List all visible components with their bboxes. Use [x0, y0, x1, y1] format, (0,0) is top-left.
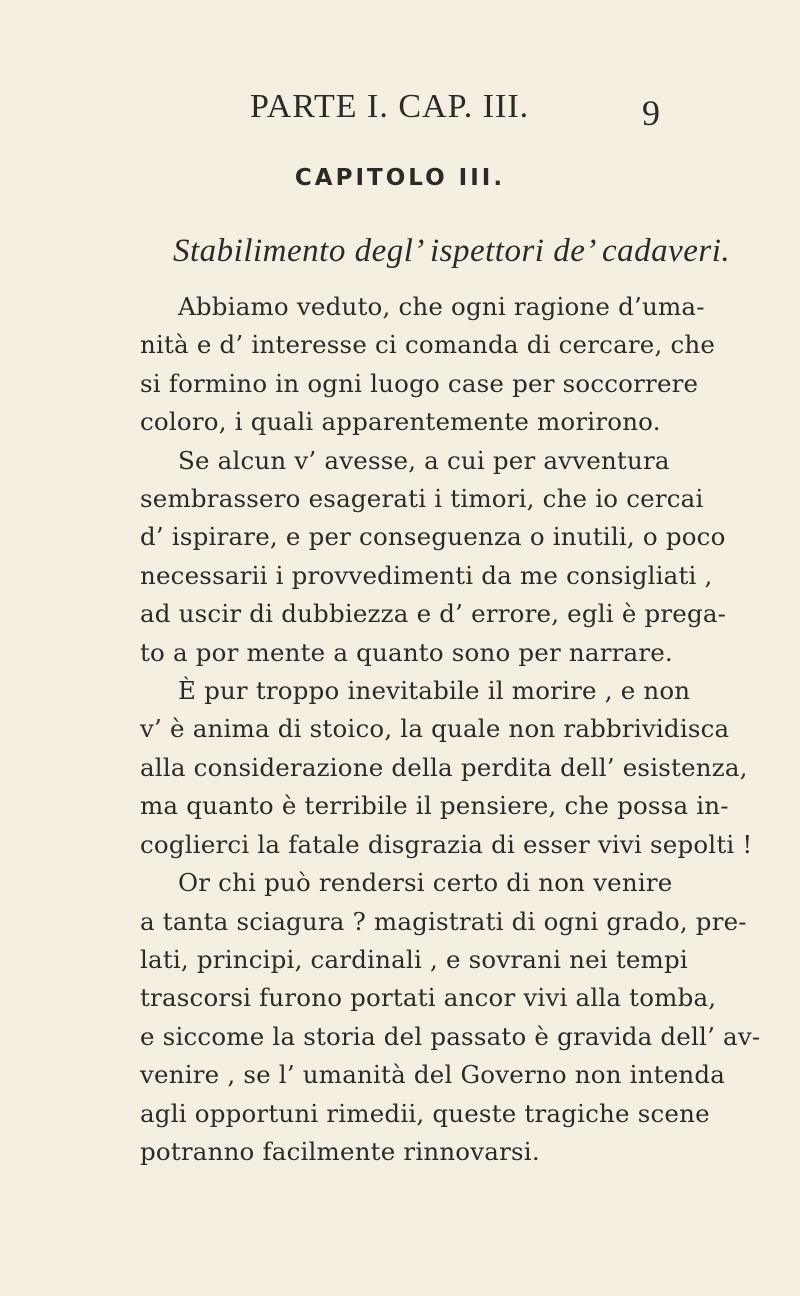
text-line: to a por mente a quanto sono per narrare. — [140, 637, 673, 667]
text-line: alla considerazione della perdita dell’ esistenza, — [140, 752, 748, 782]
text-line: potranno facilmente rinnovarsi. — [140, 1136, 540, 1166]
text-line: Abbiamo veduto, che ogni ragione d’uma- — [178, 292, 705, 321]
text-line: Se alcun v’ avesse, a cui per avventura — [178, 445, 670, 475]
text-line: Or chi può rendersi certo di non venire — [178, 868, 673, 898]
text-line: ad uscir di dubbiezza e d’ errore, egli è prega- — [140, 599, 727, 629]
running-head: PARTE I. CAP. III. — [250, 88, 530, 125]
text-line: e siccome la storia del passato è gravida dell’ av- — [140, 1021, 761, 1051]
text-line: coloro, i quali apparentemente morirono. — [140, 407, 661, 437]
text-line: necessarii i provvedimenti da me consigliati , — [140, 560, 713, 590]
body-text — [140, 288, 761, 1171]
text-line: agli opportuni rimedii, queste tragiche scene — [140, 1098, 710, 1128]
text-line: trascorsi furono portati ancor vivi alla tomba, — [140, 983, 717, 1013]
text-line: È pur troppo inevitabile il morire , e non — [178, 676, 691, 706]
text-line: si formino in ogni luogo case per soccorrere — [140, 368, 699, 398]
text-line: nità e d’ interesse ci comanda di cercare, che — [140, 330, 716, 360]
chapter-subtitle: Stabilimento degl’ ispettori de’ cadaveri. — [173, 233, 731, 269]
text-line: venire , se l’ umanità del Governo non intenda — [140, 1060, 726, 1090]
text-line: v’ è anima di stoico, la quale non rabbrividisca — [140, 714, 730, 744]
text-line: coglierci la fatale disgrazia di esser vivi sepolti ! — [140, 829, 753, 859]
chapter-title: CAPITOLO III. — [294, 165, 506, 191]
text-line: ma quanto è terribile il pensiere, che possa in- — [140, 791, 729, 821]
page-number: 9 — [642, 93, 660, 133]
text-line: d’ ispirare, e per conseguenza o inutili, o poco — [140, 522, 726, 552]
text-line: sembrassero esagerati i timori, che io cercai — [140, 484, 704, 514]
text-line: a tanta sciagura ? magistrati di ogni grado, pre- — [140, 906, 747, 936]
text-line: lati, principi, cardinali , e sovrani nei tempi — [140, 944, 688, 974]
